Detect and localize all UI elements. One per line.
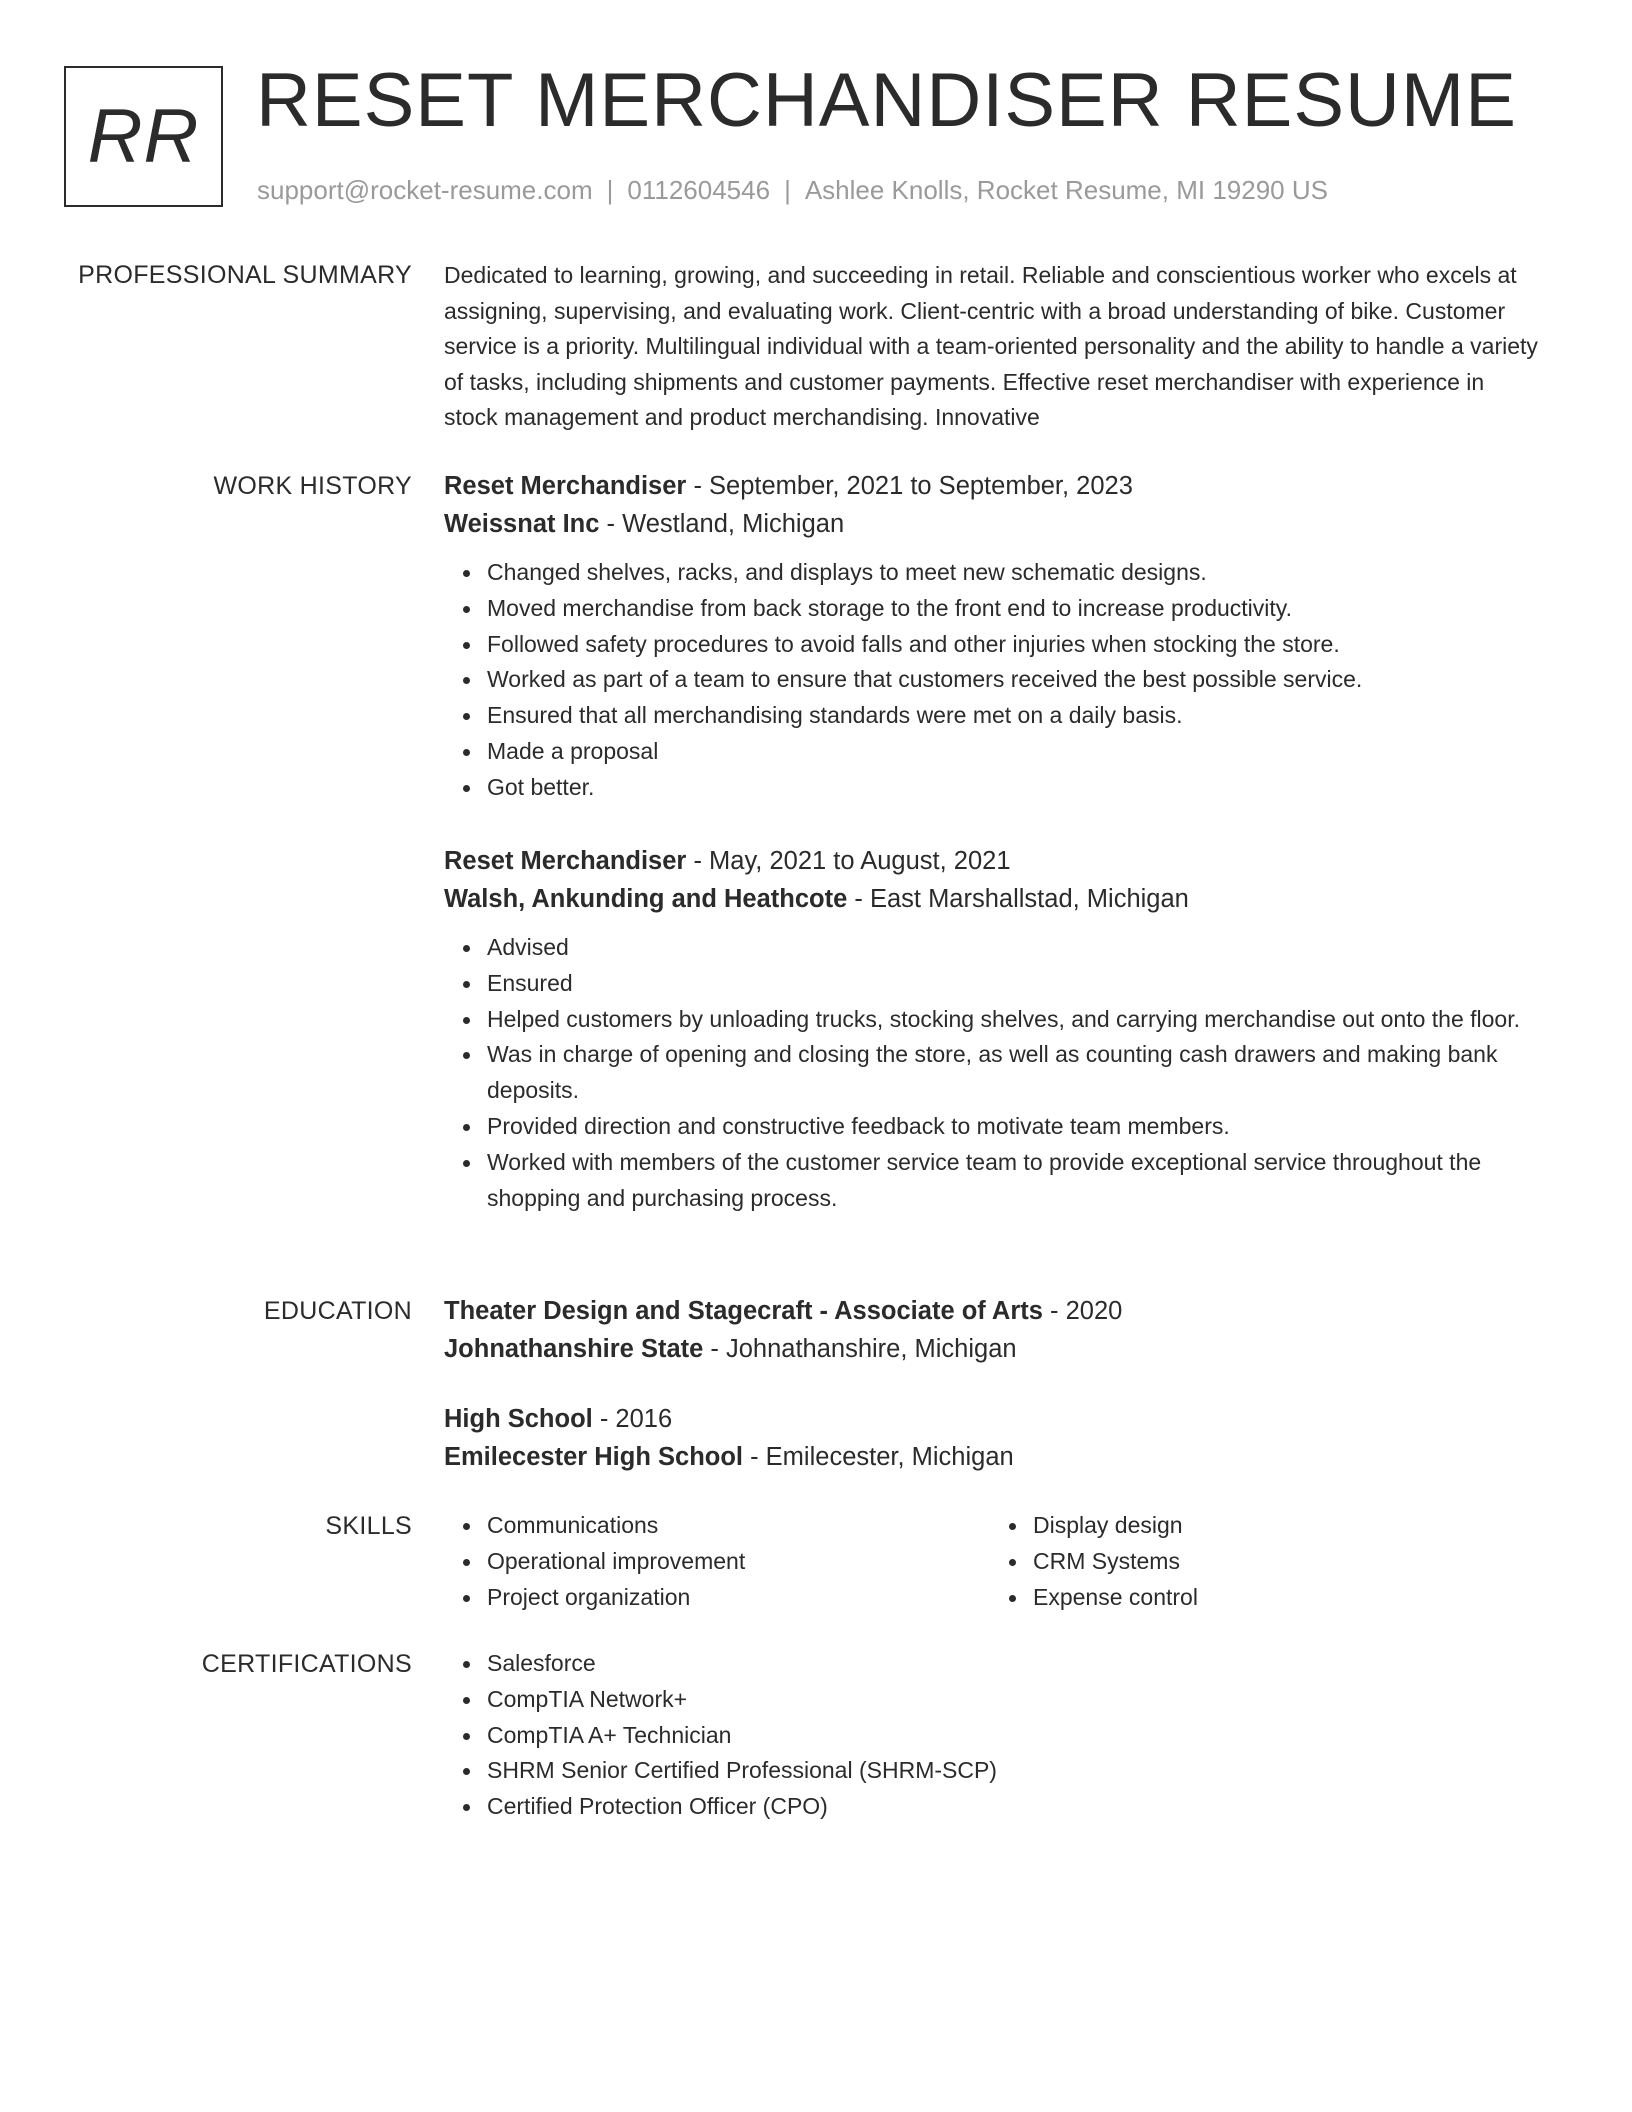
list-item: Ensured <box>487 966 1544 1002</box>
school: Johnathanshire State <box>444 1335 704 1363</box>
job-company: Weissnat Inc <box>444 510 600 538</box>
monogram-logo: RR <box>64 66 223 207</box>
contact-line <box>257 172 1328 208</box>
contact-address: Ashlee Knolls, Rocket Resume, MI 19290 US <box>804 175 1328 205</box>
section-label-education: EDUCATION <box>263 1297 412 1325</box>
job-company-line <box>444 505 1544 543</box>
list-item: SHRM Senior Certified Professional (SHRM-SCP) <box>487 1753 1544 1789</box>
section-label-skills: SKILLS <box>325 1512 412 1540</box>
list-item: CompTIA Network+ <box>487 1682 1544 1718</box>
contact-separator: | <box>784 175 791 205</box>
list-item: Operational improvement <box>487 1544 990 1580</box>
list-item: Worked as part of a team to ensure that customers received the best possible service. <box>487 662 1544 698</box>
certifications-list <box>444 1646 1544 1825</box>
list-item: CRM Systems <box>1033 1544 1536 1580</box>
skills-list-left <box>444 1508 990 1615</box>
professional-summary: Dedicated to learning, growing, and succeeding in retail. Reliable and conscientious worker who excels at assigning, supervising, and evaluating work. Client-centric with a broad understanding of bike. Customer service is a priority. Multilingual individual with a team-oriented personality and the ability to handle a variety of tasks, including shipments and customer payments. Effective reset merchandiser with experience in stock management and product merchandising. Innovative <box>444 262 1538 430</box>
list-item: Got better. <box>487 770 1544 806</box>
list-item: Changed shelves, racks, and displays to meet new schematic designs. <box>487 555 1544 591</box>
skills-grid <box>444 1508 1544 1615</box>
job-title: Reset Merchandiser <box>444 472 687 500</box>
list-item: Followed safety procedures to avoid falls and other injuries when stocking the store. <box>487 627 1544 663</box>
list-item: Salesforce <box>487 1646 1544 1682</box>
school-line <box>444 1330 1544 1368</box>
section-label-work-history: WORK HISTORY <box>213 472 412 500</box>
resume-title: RESET MERCHANDISER RESUME <box>256 58 1517 143</box>
job-duties-list <box>444 555 1544 806</box>
job-location: - East Marshallstad, Michigan <box>847 885 1189 913</box>
job-title-line <box>444 467 1544 505</box>
job-duties-list <box>444 930 1544 1216</box>
school-location: - Johnathanshire, Michigan <box>703 1335 1017 1363</box>
degree-year: - 2020 <box>1042 1297 1123 1325</box>
contact-separator: | <box>606 175 614 205</box>
school-line <box>444 1438 1544 1476</box>
degree-year: - 2016 <box>592 1405 673 1433</box>
job-dates: - May, 2021 to August, 2021 <box>686 847 1011 875</box>
list-item: Display design <box>1033 1508 1536 1544</box>
degree-line <box>444 1400 1544 1438</box>
list-item: Expense control <box>1033 1580 1536 1616</box>
job-entry <box>444 842 1544 1216</box>
job-location: - Westland, Michigan <box>599 510 845 538</box>
job-company-line <box>444 880 1544 918</box>
list-item: Worked with members of the customer service team to provide exceptional service throughout the shopping and purchasing process. <box>487 1145 1544 1217</box>
list-item: Made a proposal <box>487 734 1544 770</box>
list-item: CompTIA A+ Technician <box>487 1718 1544 1754</box>
school-location: - Emilecester, Michigan <box>743 1443 1014 1471</box>
job-dates: - September, 2021 to September, 2023 <box>686 472 1133 500</box>
list-item: Communications <box>487 1508 990 1544</box>
education-entry <box>444 1400 1544 1476</box>
certifications <box>444 1646 1544 1825</box>
list-item: Provided direction and constructive feedback to motivate team members. <box>487 1109 1544 1145</box>
contact-phone[interactable]: 0112604546 <box>627 175 771 205</box>
section-label-certifications: CERTIFICATIONS <box>201 1650 412 1678</box>
skills-list-right <box>990 1508 1536 1615</box>
school: Emilecester High School <box>444 1443 744 1471</box>
list-item: Helped customers by unloading trucks, stocking shelves, and carrying merchandise out onto the floor. <box>487 1002 1544 1038</box>
degree-line <box>444 1292 1544 1330</box>
job-company: Walsh, Ankunding and Heathcote <box>444 885 848 913</box>
job-title-line <box>444 842 1544 880</box>
list-item: Was in charge of opening and closing the store, as well as counting cash drawers and making bank deposits. <box>487 1037 1544 1109</box>
degree: High School <box>444 1405 593 1433</box>
list-item: Advised <box>487 930 1544 966</box>
job-entry <box>444 467 1544 806</box>
list-item: Project organization <box>487 1580 990 1616</box>
list-item: Moved merchandise from back storage to the front end to increase productivity. <box>487 591 1544 627</box>
degree: Theater Design and Stagecraft - Associate of Arts <box>444 1297 1043 1325</box>
education-entry <box>444 1292 1544 1368</box>
job-title: Reset Merchandiser <box>444 847 687 875</box>
section-label-summary: PROFESSIONAL SUMMARY <box>78 261 412 289</box>
contact-email[interactable]: support@rocket-resume.com <box>257 175 593 205</box>
list-item: Certified Protection Officer (CPO) <box>487 1789 1544 1825</box>
list-item: Ensured that all merchandising standards were met on a daily basis. <box>487 698 1544 734</box>
